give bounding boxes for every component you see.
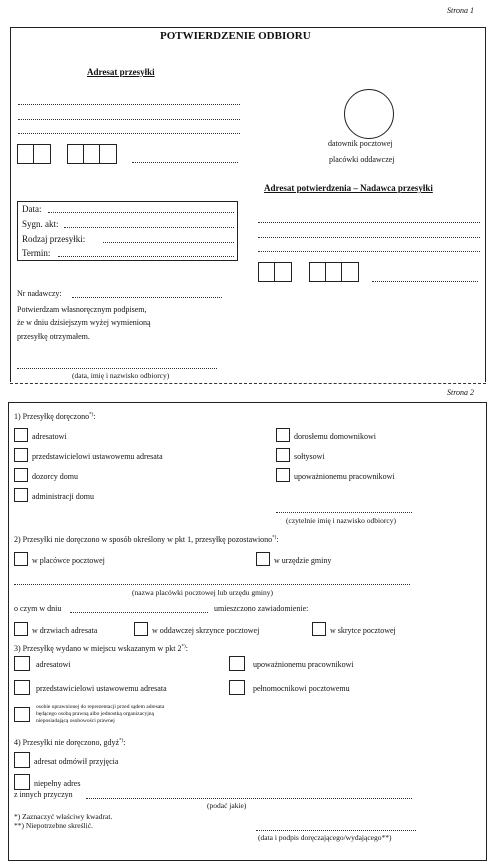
- page-label-2: Strona 2: [447, 388, 475, 397]
- section2-heading: 2) Przesyłki nie doręczono w sposób określony w pkt 1, przesyłkę pozostawiono*):: [14, 535, 279, 544]
- section1-heading: 1) Przesyłkę doręczono*):: [14, 412, 96, 421]
- checkbox-placowka[interactable]: [14, 552, 28, 566]
- sender-line-3[interactable]: [258, 251, 480, 252]
- option-label: pełnomocnikowi pocztowemu: [253, 684, 350, 693]
- checkbox-przedstawicielowi[interactable]: [14, 448, 28, 462]
- checkbox-adresatowi[interactable]: [14, 428, 28, 442]
- option-label: dorosłemu domownikowi: [294, 432, 376, 441]
- section4-heading: 4) Przesyłki nie doręczono, gdyż*):: [14, 738, 126, 747]
- notice-text-a: o czym w dniu: [14, 604, 62, 613]
- other-reasons-line[interactable]: [86, 798, 412, 799]
- checkbox-urzad-gminy[interactable]: [256, 552, 270, 566]
- option-label: adresatowi: [36, 660, 71, 669]
- addressee-heading: Adresat przesyłki: [87, 67, 155, 77]
- checkbox-s3-przedstawicielowi[interactable]: [14, 680, 30, 695]
- option-label: niepełny adres: [34, 779, 81, 788]
- postcode-suffix-boxes[interactable]: [67, 144, 117, 164]
- rodzaj-label: Rodzaj przesyłki:: [22, 234, 86, 244]
- notice-date-line[interactable]: [70, 612, 208, 613]
- sender-heading: Adresat potwierdzenia – Nadawca przesyłki: [264, 183, 433, 193]
- recipient-signature-line[interactable]: [17, 368, 217, 369]
- deliverer-signature-line[interactable]: [256, 830, 416, 831]
- checkbox-domownikowi[interactable]: [276, 428, 290, 442]
- checkbox-pracownikowi[interactable]: [276, 468, 290, 482]
- option-label: administracji domu: [32, 492, 94, 501]
- page-label: Strona 1: [447, 6, 475, 15]
- termin-field[interactable]: [58, 256, 234, 257]
- recipient-name-line[interactable]: [276, 512, 412, 513]
- option-label: w placówce pocztowej: [32, 556, 105, 565]
- small-option-line-1: osobie uprawnionej do reprezentacji przed sądem adresata: [36, 704, 165, 710]
- other-reasons-label: z innych przyczyn: [14, 790, 73, 799]
- postmark-circle: [344, 89, 394, 139]
- facility-caption: (nazwa placówki pocztowej lub urzędu gminy): [132, 588, 273, 597]
- facility-name-line[interactable]: [14, 584, 410, 585]
- sender-line-1[interactable]: [258, 222, 480, 223]
- option-label: adresatowi: [32, 432, 67, 441]
- confirm-text-2: że w dniu dzisiejszym wyżej wymienioną: [17, 318, 151, 327]
- sygn-label: Sygn. akt:: [22, 219, 59, 229]
- cut-line: [10, 383, 486, 384]
- checkbox-soltysowi[interactable]: [276, 448, 290, 462]
- addressee-line-3[interactable]: [18, 133, 240, 134]
- option-label: przedstawicielowi ustawowemu adresata: [32, 452, 163, 461]
- checkbox-administracji[interactable]: [14, 488, 28, 502]
- footnote-1: *) Zaznaczyć właściwy kwadrat.: [14, 812, 113, 821]
- option-label: upoważnionemu pracownikowi: [294, 472, 395, 481]
- data-field[interactable]: [48, 212, 234, 213]
- footnote-2: **) Niepotrzebne skreślić.: [14, 821, 93, 830]
- small-option-line-3: nieposiadającą osobowości prawnej: [36, 718, 115, 724]
- checkbox-skrytka[interactable]: [312, 622, 326, 636]
- termin-label: Termin:: [22, 248, 51, 258]
- rodzaj-field[interactable]: [103, 242, 234, 243]
- checkbox-odmowil[interactable]: [14, 752, 30, 768]
- option-label: adresat odmówił przyjęcia: [34, 757, 119, 766]
- option-label: przedstawicielowi ustawowemu adresata: [36, 684, 167, 693]
- option-label: sołtysowi: [294, 452, 325, 461]
- sender-line-2[interactable]: [258, 237, 480, 238]
- nr-nadawczy-field[interactable]: [72, 297, 222, 298]
- sender-postcode-suffix-boxes[interactable]: [309, 262, 359, 282]
- checkbox-dozorcy[interactable]: [14, 468, 28, 482]
- sygn-field[interactable]: [64, 227, 234, 228]
- checkbox-s3-adresatowi[interactable]: [14, 656, 30, 671]
- option-label: upoważnionemu pracownikowi: [253, 660, 354, 669]
- checkbox-s3-osobie[interactable]: [14, 707, 30, 722]
- small-option-line-2: będącego osobą prawną albo jednostką organizacyjną: [36, 711, 154, 717]
- other-reasons-caption: (podać jakie): [207, 801, 247, 810]
- checkbox-s3-pracownikowi[interactable]: [229, 656, 245, 671]
- notice-text-b: umieszczono zawiadomienie:: [214, 604, 309, 613]
- addressee-line-1[interactable]: [18, 104, 240, 105]
- option-label: w oddawczej skrzynce pocztowej: [152, 626, 260, 635]
- section3-heading: 3) Przesyłkę wydano w miejscu wskazanym w pkt 2*):: [14, 644, 188, 653]
- nr-nadawczy-label: Nr nadawczy:: [17, 289, 62, 298]
- sender-postcode-prefix-boxes[interactable]: [258, 262, 292, 282]
- option-label: w drzwiach adresata: [32, 626, 98, 635]
- checkbox-niepelny-adres[interactable]: [14, 774, 30, 790]
- option-label: dozorcy domu: [32, 472, 78, 481]
- option-label: w skrytce pocztowej: [330, 626, 396, 635]
- recipient-name-caption: (czytelnie imię i nazwisko odbiorcy): [286, 516, 396, 525]
- data-label: Data:: [22, 204, 42, 214]
- addressee-city-line[interactable]: [132, 162, 238, 163]
- confirm-text-3: przesyłkę otrzymałem.: [17, 332, 90, 341]
- postmark-label-1: datownik pocztowej: [328, 139, 393, 148]
- checkbox-skrzynka[interactable]: [134, 622, 148, 636]
- sender-city-line[interactable]: [372, 281, 478, 282]
- postmark-label-2: placówki oddawczej: [329, 155, 395, 164]
- signature-caption: (data, imię i nazwisko odbiorcy): [72, 371, 170, 380]
- checkbox-s3-pelnomocnikowi[interactable]: [229, 680, 245, 695]
- addressee-line-2[interactable]: [18, 119, 240, 120]
- confirm-text-1: Potwierdzam własnoręcznym podpisem,: [17, 305, 147, 314]
- checkbox-drzwi[interactable]: [14, 622, 28, 636]
- option-label: w urzędzie gminy: [274, 556, 332, 565]
- postcode-prefix-boxes[interactable]: [17, 144, 51, 164]
- deliverer-signature-caption: (data i podpis doręczającego/wydającego**): [258, 833, 392, 842]
- form-title: POTWIERDZENIE ODBIORU: [160, 30, 311, 42]
